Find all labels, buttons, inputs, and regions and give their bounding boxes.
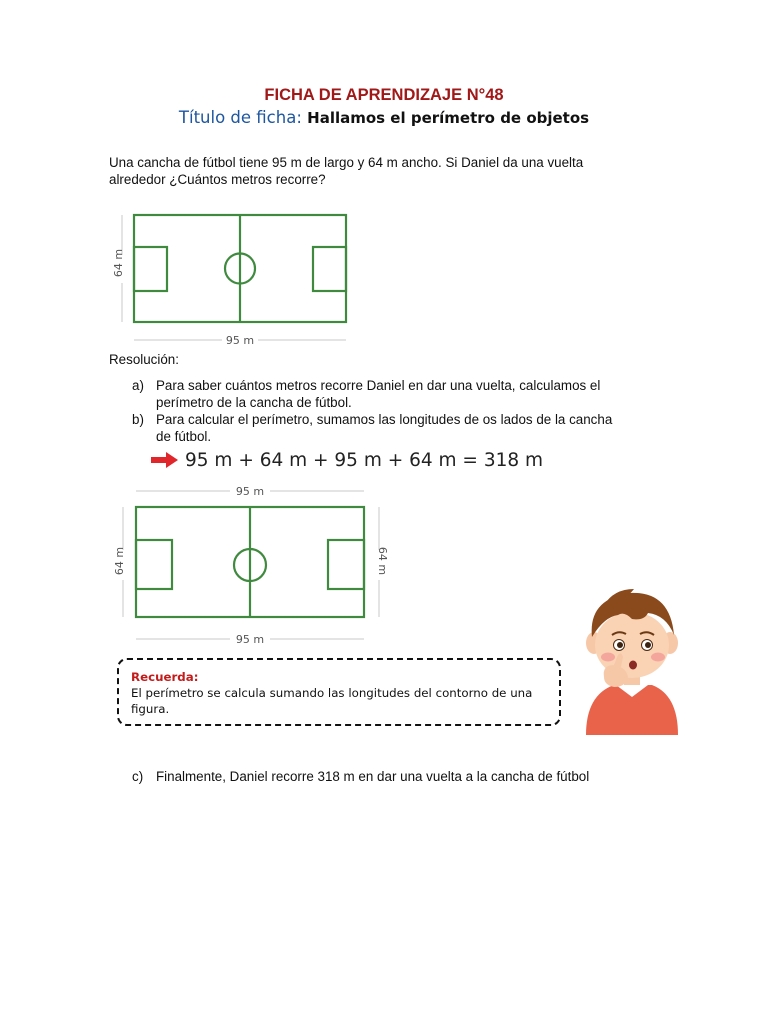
bottom-width-label: 95 m (235, 633, 265, 646)
problem-statement (109, 154, 669, 188)
width-label: 95 m (225, 334, 255, 347)
right-goal-area (313, 247, 346, 291)
thinking-boy-illustration (574, 585, 684, 735)
item-marker: c) (132, 769, 144, 784)
item-line: Para calcular el perímetro, sumamos las longitudes de os lados de la cancha (156, 412, 613, 427)
right-goal-area (328, 540, 364, 589)
field-diagram-2 (112, 482, 392, 650)
left-goal-area (136, 540, 172, 589)
resolution-heading: Resolución: (109, 352, 179, 367)
conclusion-text: Finalmente, Daniel recorre 318 m en dar una vuelta a la cancha de fútbol (156, 769, 590, 784)
worksheet-subtitle (0, 108, 768, 127)
field-diagram-1 (112, 205, 360, 347)
perimeter-equation (150, 448, 543, 472)
item-line: Para saber cuántos metros recorre Daniel en dar una vuelta, calculamos el (156, 378, 601, 393)
resolution-list (132, 377, 672, 445)
left-goal-area (134, 247, 167, 291)
right-height-label: 64 m (376, 546, 389, 576)
item-line: perímetro de la cancha de fútbol. (156, 395, 352, 410)
subtitle-value: Hallamos el perímetro de objetos (307, 109, 590, 127)
top-width-label: 95 m (235, 485, 265, 498)
worksheet-title: FICHA DE APRENDIZAJE N°48 (264, 86, 504, 104)
problem-line-1: Una cancha de fútbol tiene 95 m de largo y 64 m ancho. Si Daniel da una vuelta (109, 155, 584, 170)
list-item (132, 411, 672, 445)
item-marker: a) (132, 378, 144, 393)
callout-line-1: El perímetro se calcula sumando las longitudes del contorno de una (131, 686, 533, 700)
reminder-callout (117, 658, 561, 726)
callout-line-2: figura. (131, 702, 170, 716)
callout-title: Recuerda: (131, 670, 199, 684)
item-marker: b) (132, 412, 144, 427)
equation-text: 95 m + 64 m + 95 m + 64 m = 318 m (185, 449, 544, 471)
problem-line-2: alrededor ¿Cuántos metros recorre? (109, 172, 326, 187)
conclusion (132, 768, 692, 785)
arrow-right-icon (150, 450, 180, 470)
item-line: de fútbol. (156, 429, 212, 444)
height-label: 64 m (112, 248, 125, 278)
list-item (132, 377, 672, 411)
subtitle-label: Título de ficha: (178, 108, 302, 127)
left-height-label: 64 m (113, 546, 126, 576)
